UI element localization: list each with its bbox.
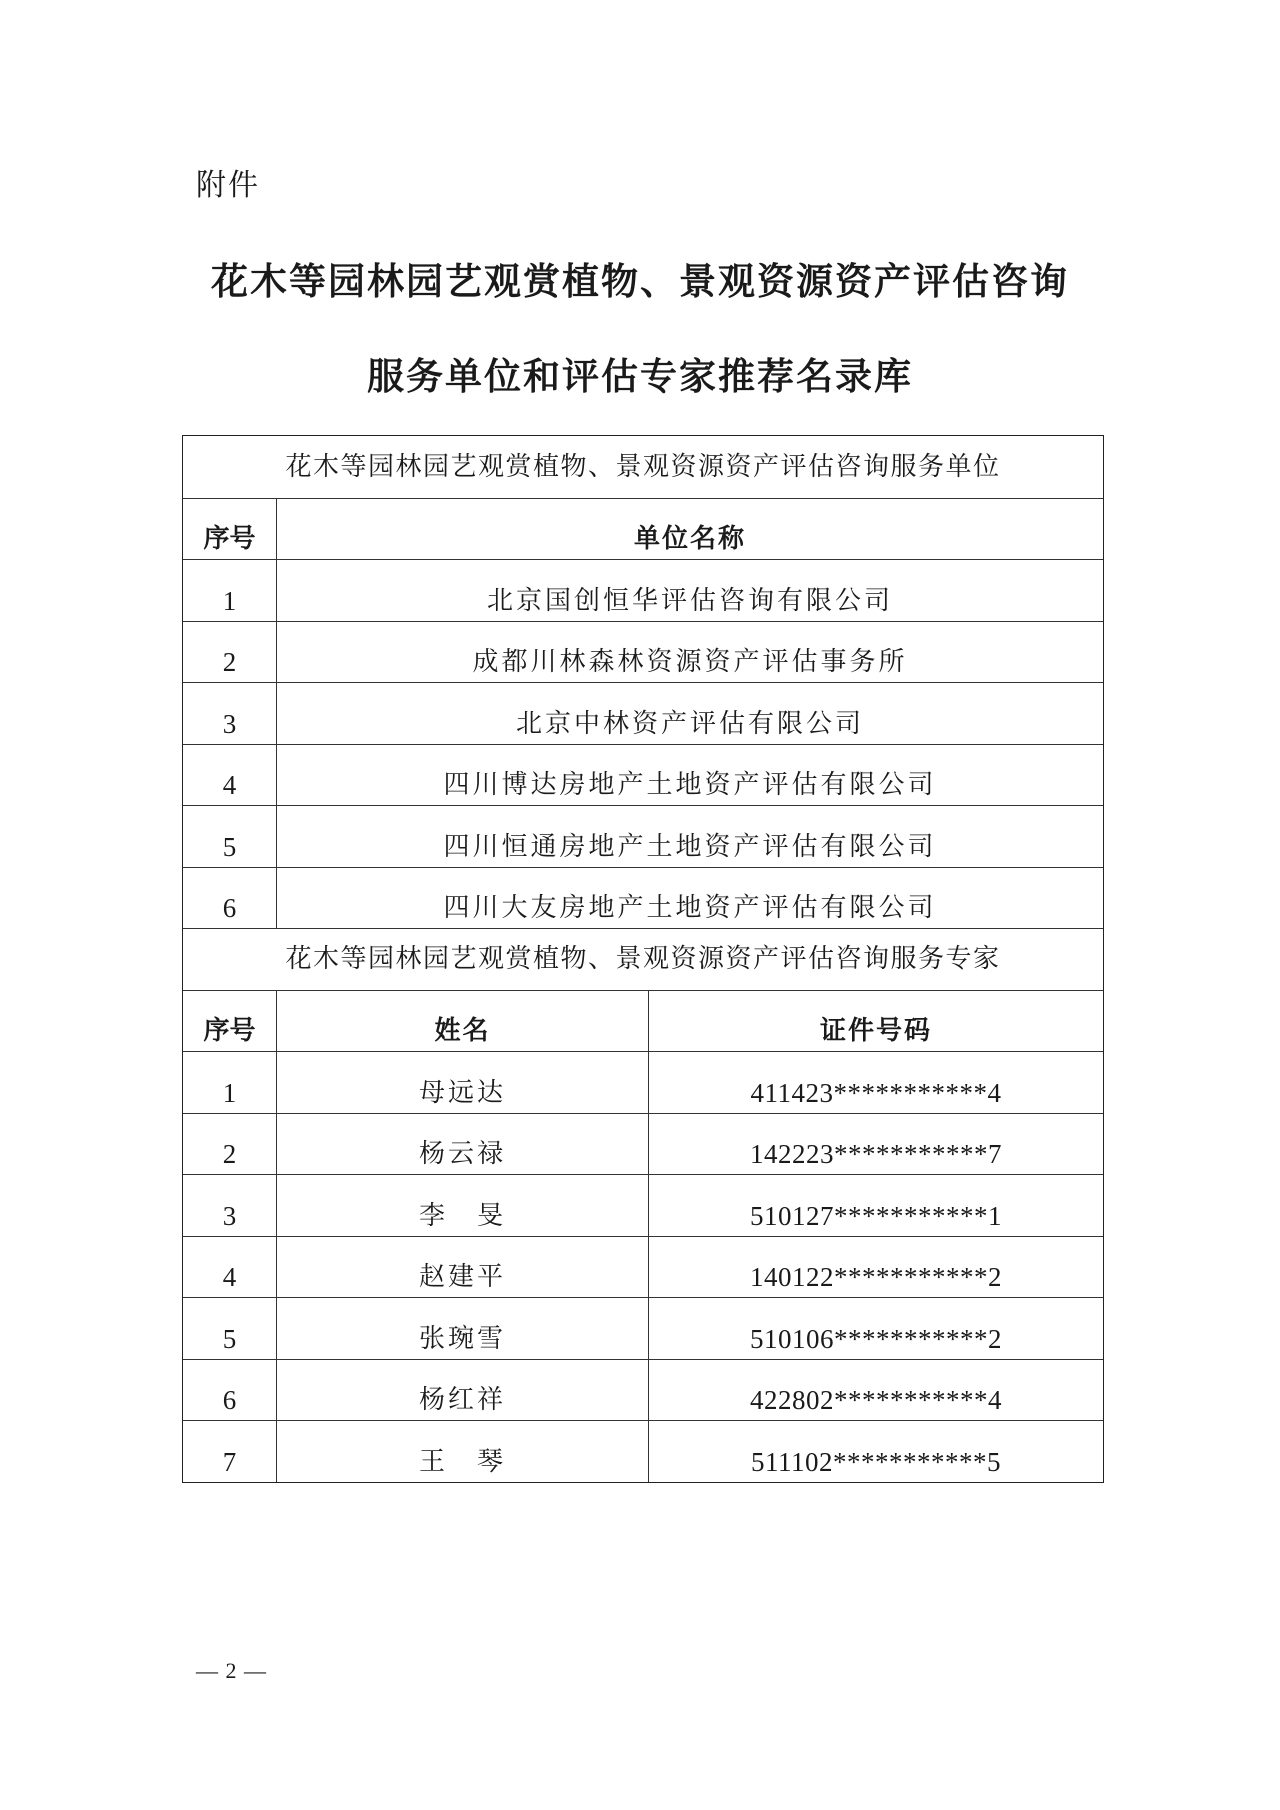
expert-id-number: 142223***********7 (648, 1114, 1103, 1175)
expert-index: 6 (222, 1385, 237, 1415)
recommendation-table (182, 435, 1104, 1483)
unit-name: 四川大友房地产土地资产评估有限公司 (276, 868, 1103, 929)
experts-header-id-number: 证件号码 (648, 991, 1103, 1052)
table-row (183, 1359, 1103, 1421)
unit-name: 四川恒通房地产土地资产评估有限公司 (276, 806, 1103, 867)
unit-index: 5 (222, 831, 237, 862)
table-row (183, 805, 1103, 867)
experts-section-caption-row (183, 928, 1103, 990)
table-row (183, 1113, 1103, 1175)
expert-name: 王 琴 (276, 1421, 648, 1482)
expert-index: 5 (222, 1323, 237, 1354)
table-row (183, 867, 1103, 929)
expert-name: 杨红祥 (276, 1360, 648, 1421)
unit-index: 2 (222, 647, 237, 677)
expert-index: 3 (222, 1200, 237, 1231)
document-title-line-2: 服务单位和评估专家推荐名录库 (367, 355, 913, 398)
expert-id-number: 422802***********4 (648, 1360, 1103, 1421)
unit-index: 4 (222, 770, 237, 800)
units-header-index: 序号 (203, 524, 256, 554)
units-header-row (183, 498, 1103, 560)
expert-name: 李 旻 (276, 1175, 648, 1236)
expert-id-number: 411423***********4 (648, 1052, 1103, 1113)
table-row (183, 682, 1103, 744)
units-section-caption-row (183, 436, 1103, 498)
unit-index: 3 (222, 708, 237, 739)
units-section-caption: 花木等园林园艺观赏植物、景观资源资产评估咨询服务单位 (285, 451, 1001, 482)
expert-index: 7 (222, 1446, 237, 1477)
experts-section-caption: 花木等园林园艺观赏植物、景观资源资产评估咨询服务专家 (285, 944, 1001, 975)
experts-header-name: 姓名 (276, 991, 648, 1052)
document-title-line-1: 花木等园林园艺观赏植物、景观资源资产评估咨询 (211, 260, 1069, 303)
experts-header-row (183, 990, 1103, 1052)
unit-index: 6 (222, 893, 237, 923)
expert-index: 4 (222, 1262, 237, 1292)
page-number: — 2 — (196, 1658, 267, 1683)
unit-name: 北京中林资产评估有限公司 (276, 683, 1103, 744)
table-row (183, 1297, 1103, 1359)
expert-id-number: 511102***********5 (648, 1421, 1103, 1482)
table-row (183, 621, 1103, 683)
experts-header-index: 序号 (203, 1016, 256, 1046)
table-row (183, 744, 1103, 806)
attachment-label: 附件 (196, 168, 260, 203)
expert-name: 张琬雪 (276, 1298, 648, 1359)
expert-name: 杨云禄 (276, 1114, 648, 1175)
unit-index: 1 (222, 585, 237, 616)
unit-name: 四川博达房地产土地资产评估有限公司 (276, 745, 1103, 806)
expert-id-number: 510106***********2 (648, 1298, 1103, 1359)
table-row (183, 1051, 1103, 1113)
table-row (183, 559, 1103, 621)
expert-id-number: 510127***********1 (648, 1175, 1103, 1236)
unit-name: 北京国创恒华评估咨询有限公司 (276, 560, 1103, 621)
table-row (183, 1174, 1103, 1236)
expert-id-number: 140122***********2 (648, 1237, 1103, 1298)
expert-name: 母远达 (276, 1052, 648, 1113)
table-row (183, 1236, 1103, 1298)
expert-index: 1 (222, 1077, 237, 1108)
table-row (183, 1420, 1103, 1482)
expert-index: 2 (222, 1139, 237, 1169)
expert-name: 赵建平 (276, 1237, 648, 1298)
units-header-name: 单位名称 (276, 499, 1103, 560)
unit-name: 成都川林森林资源资产评估事务所 (276, 622, 1103, 683)
